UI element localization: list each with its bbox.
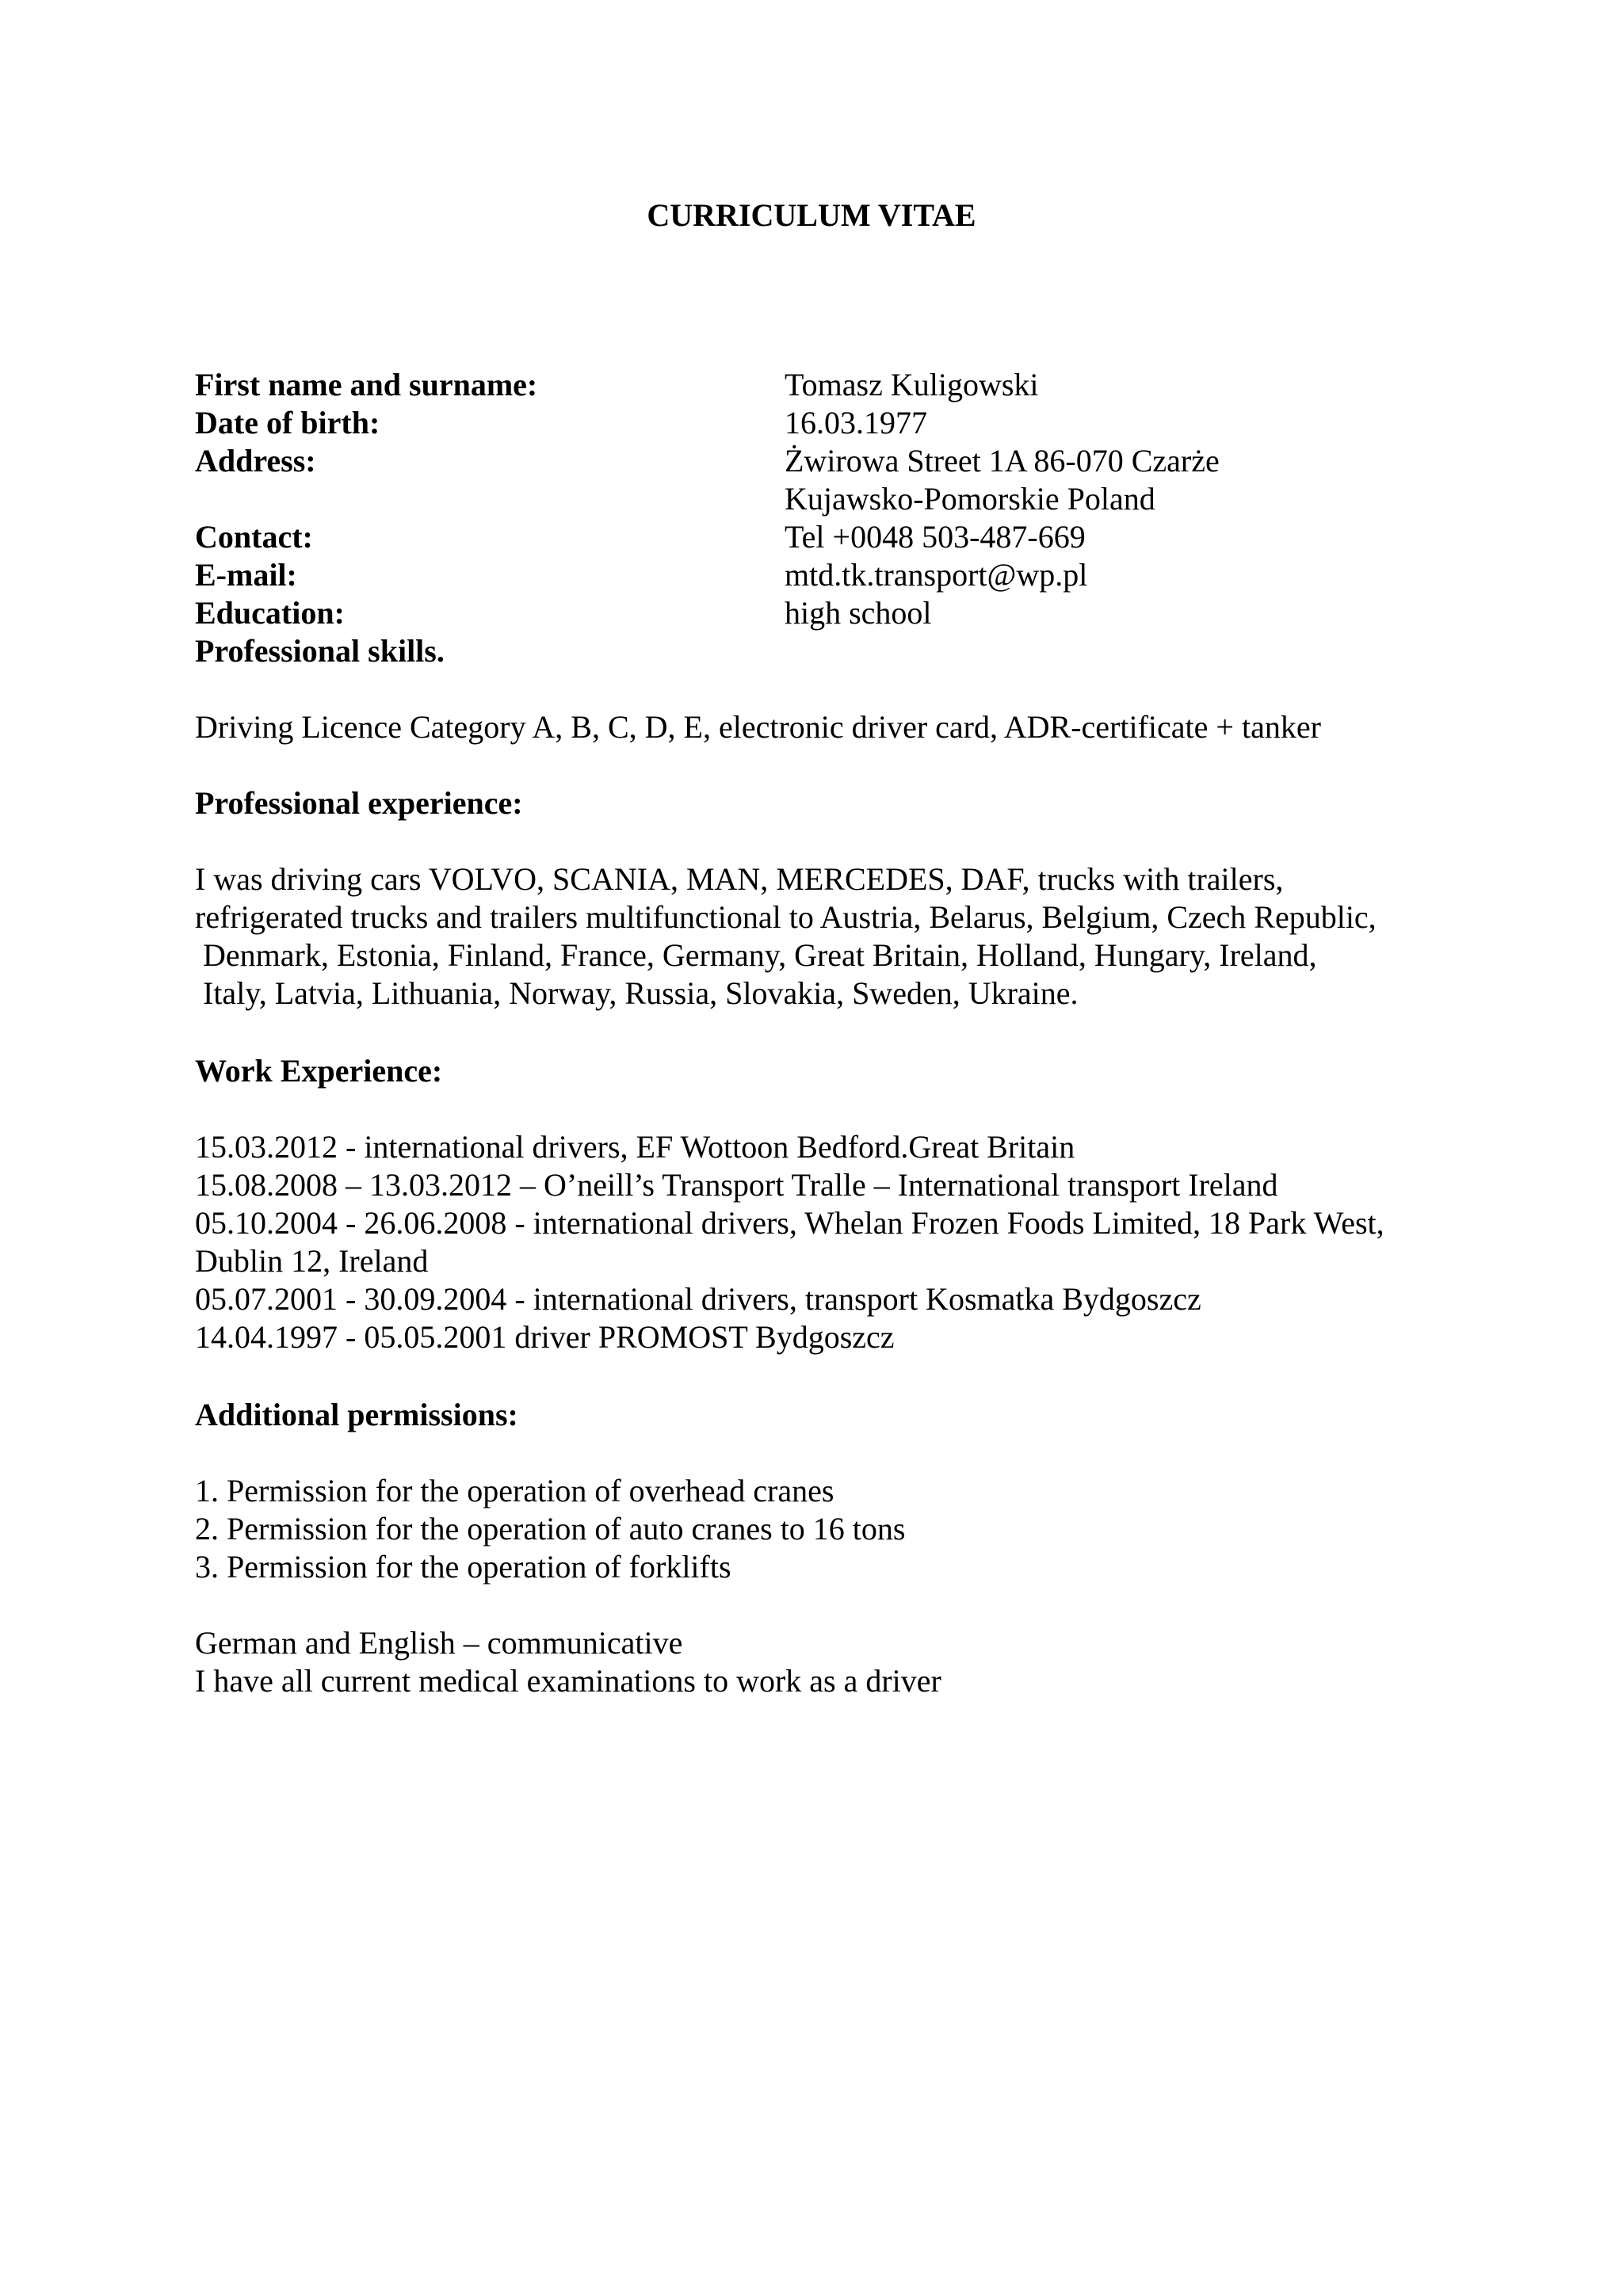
permission-item: 2. Permission for the operation of auto cranes to 16 tons (195, 1511, 906, 1547)
work-experience-item: 14.04.1997 - 05.05.2001 driver PROMOST Bydgoszcz (195, 1319, 895, 1355)
work-experience-heading: Work Experience: (195, 1053, 443, 1089)
additional-permissions-heading: Additional permissions: (195, 1397, 518, 1432)
info-label: First name and surname: (195, 367, 538, 402)
permission-item: 1. Permission for the operation of overhead cranes (195, 1473, 834, 1508)
info-value (785, 442, 1220, 518)
info-label: Contact: (195, 519, 313, 555)
info-value-line: 16.03.1977 (785, 405, 927, 441)
work-experience-item: 15.03.2012 - international drivers, EF Wottoon Bedford.Great Britain (195, 1129, 1075, 1165)
info-value-line: Tel +0048 503-487-669 (785, 519, 1086, 555)
work-experience-item: 05.07.2001 - 30.09.2004 - international drivers, transport Kosmatka Bydgoszcz (195, 1281, 1201, 1317)
work-experience-item: 15.08.2008 – 13.03.2012 – O’neill’s Transport Tralle – International transport Ireland (195, 1167, 1278, 1203)
info-value-line: Kujawsko-Pomorskie Poland (785, 481, 1155, 517)
info-value-line: Tomasz Kuligowski (785, 367, 1039, 402)
info-value (785, 366, 1039, 404)
info-label: Professional skills. (195, 633, 445, 669)
info-value-line: Żwirowa Street 1A 86-070 Czarże (785, 443, 1220, 479)
info-row-address (195, 442, 1479, 518)
info-row-email (195, 556, 1479, 594)
info-row-contact (195, 518, 1479, 556)
info-value (785, 594, 932, 632)
closing-notes (195, 1624, 1479, 1700)
info-label: Date of birth: (195, 405, 380, 441)
permission-item: 3. Permission for the operation of forklifts (195, 1549, 731, 1585)
work-experience-item: 05.10.2004 - 26.06.2008 - international drivers, Whelan Frozen Foods Limited, 18 Park West, (195, 1205, 1384, 1241)
professional-experience-paragraph (195, 860, 1479, 1013)
paragraph-line: refrigerated trucks and trailers multifunctional to Austria, Belarus, Belgium, Czech Republic, (195, 899, 1377, 935)
professional-experience-heading: Professional experience: (195, 785, 523, 821)
info-row-name (195, 366, 1479, 404)
closing-line: I have all current medical examinations to work as a driver (195, 1663, 941, 1699)
info-label: Education: (195, 595, 345, 631)
paragraph-line: Italy, Latvia, Lithuania, Norway, Russia, Slovakia, Sweden, Ukraine. (203, 975, 1079, 1011)
info-label: E-mail: (195, 557, 297, 593)
work-experience-item: Dublin 12, Ireland (195, 1243, 429, 1279)
additional-permissions-list (195, 1472, 1479, 1586)
info-value (785, 556, 1087, 594)
paragraph-line: I was driving cars VOLVO, SCANIA, MAN, MERCEDES, DAF, trucks with trailers, (195, 861, 1284, 897)
closing-line: German and English – communicative (195, 1625, 683, 1661)
info-row-professional-skills (195, 632, 1479, 670)
work-experience-list (195, 1128, 1479, 1356)
info-value-line: mtd.tk.transport@wp.pl (785, 557, 1088, 593)
info-value (785, 518, 1086, 556)
document-title: CURRICULUM VITAE (647, 197, 976, 233)
paragraph-line: Denmark, Estonia, Finland, France, Germany, Great Britain, Holland, Hungary, Ireland, (203, 937, 1317, 973)
info-label: Address: (195, 443, 316, 479)
personal-info-table (195, 366, 1479, 670)
info-row-education (195, 594, 1479, 632)
skills-paragraph (195, 708, 1479, 746)
info-value-line: high school (785, 595, 932, 631)
info-value (785, 404, 927, 442)
info-row-birth-date (195, 404, 1479, 442)
skills-text: Driving Licence Category A, B, C, D, E, electronic driver card, ADR-certificate + tanker (195, 709, 1321, 745)
